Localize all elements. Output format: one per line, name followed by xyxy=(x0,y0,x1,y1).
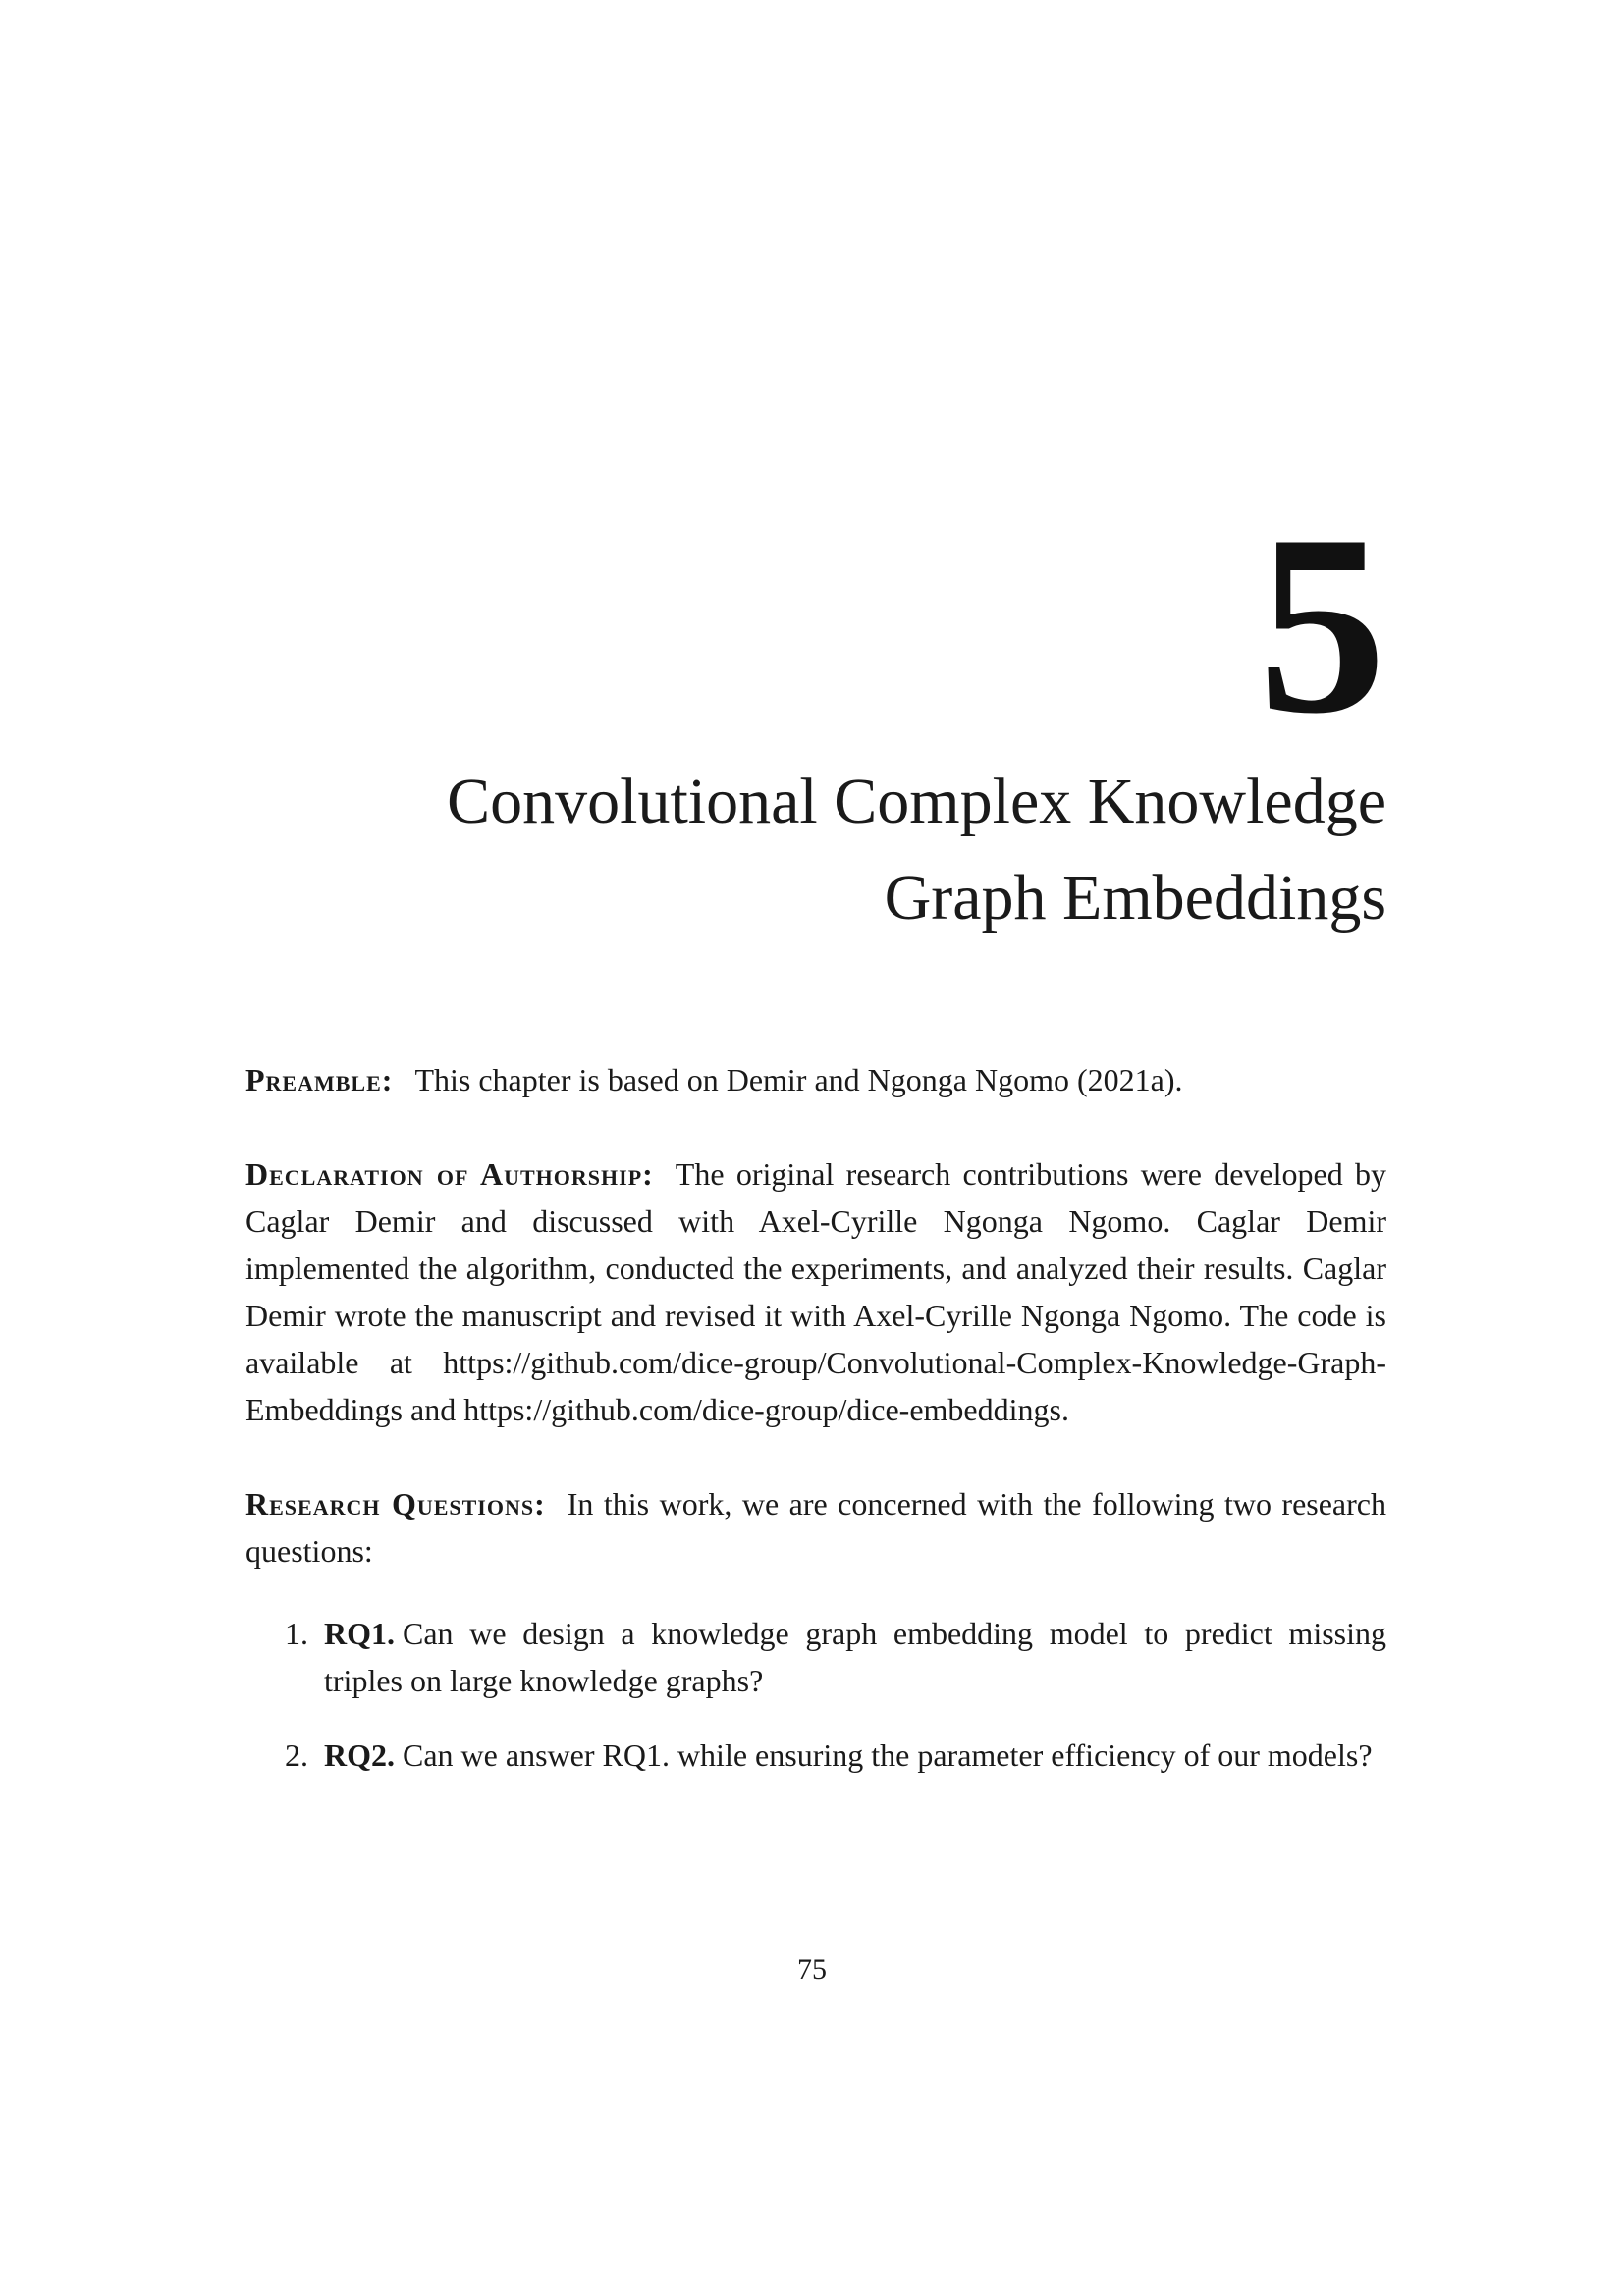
preamble-label: Preamble: xyxy=(245,1062,394,1097)
chapter-title-line-2: Graph Embeddings xyxy=(884,862,1386,934)
rq2-text: Can we answer RQ1. while ensuring the parameter efficiency of our models? xyxy=(403,1737,1373,1773)
authorship-text: The original research contributions were developed by Caglar Demir and discussed with Axel-Cyrille Ngonga Ngomo. Caglar Demir implemented the algorithm, conducted the experiments, and analyzed their results. Caglar Demir wrote the manuscript and revised it with Axel-Cyrille Ngonga Ngomo. The code is available at https://github.com/dice-group/Convolutional-Complex-Knowledge-Graph-Embeddings and https://github.com/dice-group/dice-embeddings. xyxy=(245,1156,1387,1427)
rq1-label: RQ1. xyxy=(324,1616,395,1651)
list-item xyxy=(245,1732,1386,1779)
research-questions-label: Research Questions: xyxy=(245,1486,546,1522)
research-questions-paragraph xyxy=(245,1480,1386,1575)
authorship-label: Declaration of Authorship: xyxy=(245,1156,654,1192)
page-number: 75 xyxy=(797,1953,827,1986)
chapter-title-line-1: Convolutional Complex Knowledge xyxy=(447,766,1386,837)
chapter-number: 5 xyxy=(1258,482,1386,767)
authorship-paragraph xyxy=(245,1150,1386,1433)
preamble-paragraph xyxy=(245,1056,1386,1103)
list-item-number: 1. xyxy=(285,1616,308,1651)
research-questions-text: In this work, we are concerned with the following two research questions: xyxy=(245,1486,1386,1569)
rq2-label: RQ2. xyxy=(324,1737,395,1773)
list-item xyxy=(245,1610,1386,1704)
preamble-text: This chapter is based on Demir and Ngonga Ngomo (2021a). xyxy=(414,1062,1183,1097)
research-questions-list xyxy=(245,1610,1386,1806)
list-item-number: 2. xyxy=(285,1737,308,1773)
chapter-title xyxy=(306,754,1386,946)
rq1-text: Can we design a knowledge graph embedding model to predict missing triples on large knowledge graphs? xyxy=(324,1616,1386,1698)
